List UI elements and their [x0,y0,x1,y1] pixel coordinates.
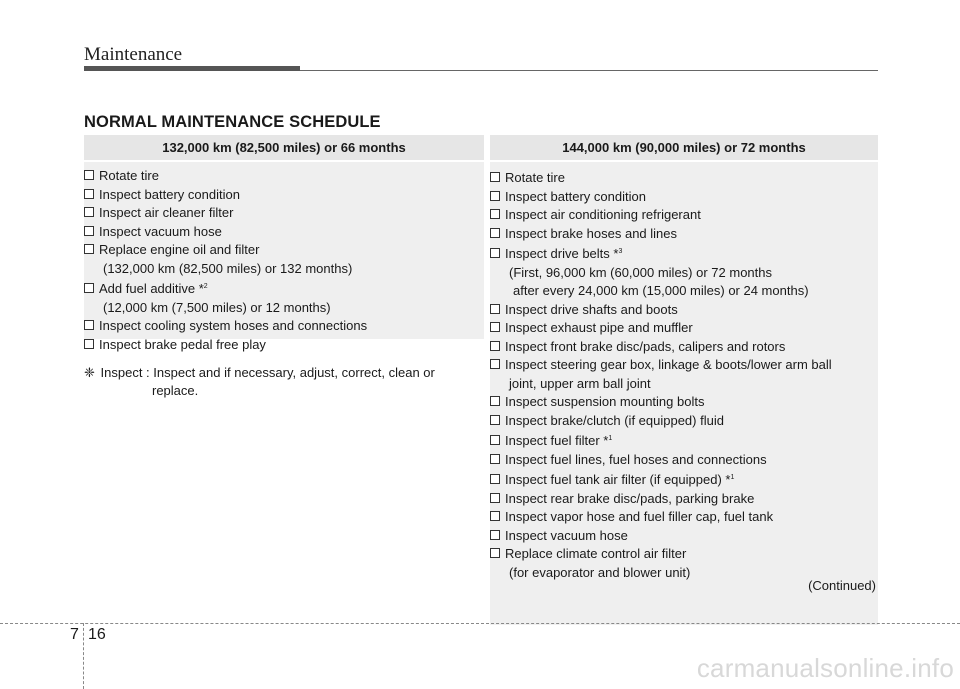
checkbox-icon [490,548,500,558]
list-item: Replace engine oil and filter [84,241,484,260]
footer-rule [0,623,960,624]
list-item-detail: (132,000 km (82,500 miles) or 132 months) [103,260,353,276]
list-item: Inspect drive belts *$^3$ [490,243,878,264]
header-rule [300,70,878,71]
checkbox-icon [84,207,94,217]
list-item: Inspect battery condition [84,186,484,205]
continued-label: (Continued) [808,578,876,593]
footnote-mark: 1 [730,474,735,481]
list-item: Rotate tire [490,169,878,188]
schedule-heading: 144,000 km (90,000 miles) or 72 months [490,135,878,162]
checkbox-icon [490,359,500,369]
schedule-list [84,162,484,352]
list-item: Inspect front brake disc/pads, calipers and rotors [490,338,878,357]
checkbox-icon [84,283,94,293]
list-item: Inspect air cleaner filter [84,204,484,223]
chapter-number: 7 [70,626,79,643]
list-item: Inspect vacuum hose [84,223,484,242]
watermark-text: carmanualsonline.info [696,653,954,683]
inspect-note [84,364,468,400]
checkbox-icon [490,454,500,464]
list-item: Inspect suspension mounting bolts [490,393,878,412]
list-item: Rotate tire [84,167,484,186]
checkbox-icon [84,170,94,180]
list-item: Inspect cooling system hoses and connections [84,317,484,336]
note-text-cont: replace. [152,383,199,398]
checkbox-icon [490,172,500,182]
list-item-detail: after every 24,000 km (15,000 miles) or 24 months) [513,283,809,298]
schedule-box-144000 [490,135,878,625]
list-item-detail: (12,000 km (7,500 miles) or 12 months) [103,299,331,315]
checkbox-icon [490,341,500,351]
schedule-box-132000 [84,135,484,352]
checkbox-icon [84,339,94,349]
header-bar-thick [84,66,300,71]
footnote-mark: 2 [203,283,208,290]
checkbox-icon [490,493,500,503]
list-item-detail: (First, 96,000 km (60,000 miles) or 72 months [509,264,772,280]
list-item: Inspect drive shafts and boots [490,301,878,320]
checkbox-icon [490,228,500,238]
list-item: Inspect rear brake disc/pads, parking brake [490,490,878,509]
list-item: Inspect brake hoses and lines [490,225,878,244]
footer-divider [83,623,84,689]
checkbox-icon [490,474,500,484]
list-item: Inspect brake/clutch (if equipped) fluid [490,412,878,431]
list-item: Inspect air conditioning refrigerant [490,206,878,225]
list-item-detail: (for evaporator and blower unit) [509,564,691,580]
footnote-mark: 3 [618,248,623,255]
schedule-heading: 132,000 km (82,500 miles) or 66 months [84,135,484,162]
list-item: Inspect fuel filter *$^1$ [490,430,878,451]
header-section-title: Maintenance [84,44,183,65]
checkbox-icon [84,320,94,330]
note-symbol-icon: ❈ [84,365,95,380]
list-item: Inspect brake pedal free play [84,336,484,355]
list-item-detail: joint, upper arm ball joint [509,375,651,391]
list-item: Inspect vapor hose and fuel filler cap, fuel tank [490,508,878,527]
footnote-mark: 1 [608,435,613,442]
note-text: Inspect : Inspect and if necessary, adjust, correct, clean or [100,365,435,380]
checkbox-icon [490,248,500,258]
checkbox-icon [490,396,500,406]
checkbox-icon [490,191,500,201]
page-title: NORMAL MAINTENANCE SCHEDULE [84,113,381,131]
checkbox-icon [84,226,94,236]
checkbox-icon [490,415,500,425]
checkbox-icon [84,189,94,199]
page-number: 16 [88,626,106,643]
list-item: Inspect fuel tank air filter (if equipped) *$^1$ [490,469,878,490]
list-item: Inspect fuel lines, fuel hoses and connections [490,451,878,470]
checkbox-icon [84,244,94,254]
list-item: Inspect steering gear box, linkage & boots/lower arm ball [490,356,878,375]
list-item: Inspect vacuum hose [490,527,878,546]
checkbox-icon [490,511,500,521]
checkbox-icon [490,530,500,540]
list-item: Add fuel additive *$^2$ [84,278,484,299]
checkbox-icon [490,304,500,314]
checkbox-icon [490,322,500,332]
checkbox-icon [490,435,500,445]
list-item: Inspect exhaust pipe and muffler [490,319,878,338]
list-item: Replace climate control air filter [490,545,878,564]
schedule-list [490,162,878,625]
checkbox-icon [490,209,500,219]
list-item: Inspect battery condition [490,188,878,207]
